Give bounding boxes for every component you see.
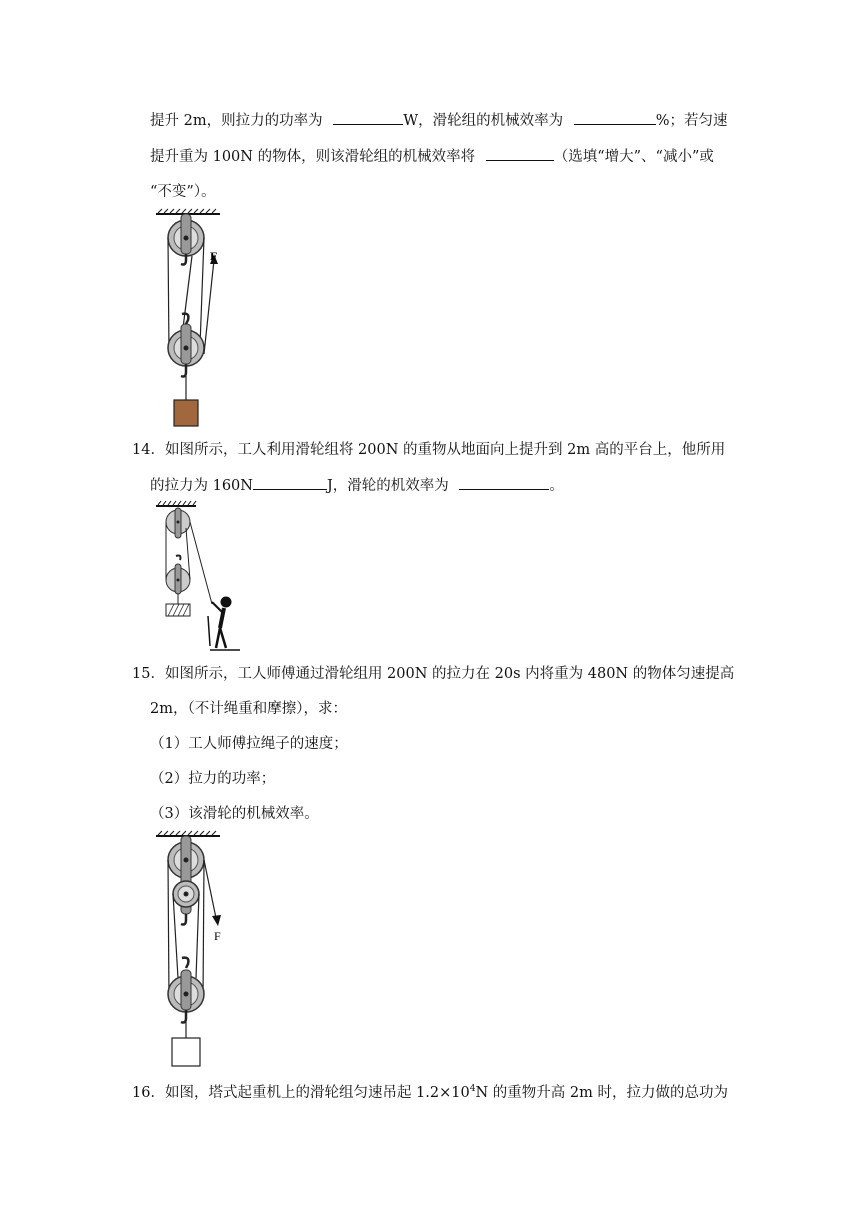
q13-blank-change[interactable] <box>486 146 554 161</box>
wooden-load <box>174 400 198 426</box>
ceiling-hatch <box>156 831 220 836</box>
q16-exponent: 4 <box>469 1084 476 1095</box>
fixed-pulley <box>168 214 204 265</box>
q15-line-2 <box>150 699 347 719</box>
q14-blank-work[interactable] <box>253 475 327 490</box>
q15-sub-3-text: （3）该滑轮的机械效率。 <box>150 806 319 822</box>
q13-line-1 <box>150 110 728 131</box>
q15-text-1: 15．如图所示，工人师傅通过滑轮组用 200N 的拉力在 20s 内将重为 480N 的物体匀速提高 <box>132 666 735 682</box>
q16-text-1b: N 的重物升高 2m 时，拉力做的总功为 <box>475 1085 728 1101</box>
q14-line-1 <box>132 440 725 460</box>
q13-blank-efficiency[interactable] <box>574 110 656 125</box>
q14-text-2c: 。 <box>549 478 564 494</box>
worker-figure <box>208 597 240 650</box>
q15-line-1 <box>132 664 734 684</box>
q15-pulley-figure <box>148 828 258 1070</box>
q13-text-1c: %；若匀速 <box>655 113 728 129</box>
ceiling-hatch <box>156 501 196 506</box>
q15-sub-1-text: （1）工人师傅拉绳子的速度； <box>150 736 348 752</box>
q13-text-2b: （选填“增大”、“减小”或 <box>553 149 714 165</box>
q14-worker-pulley-figure <box>150 498 250 658</box>
q13-text-1b: W，滑轮组的机械效率为 <box>403 113 564 129</box>
q13-pulley-figure <box>148 208 258 430</box>
q13-text-3: “不变”）。 <box>150 184 216 200</box>
q13-text-1a: 提升 2m，则拉力的功率为 <box>150 113 323 129</box>
ceiling-hatch <box>156 209 220 214</box>
q15-sub-3 <box>150 804 319 824</box>
q15-sub-2-text: （2）拉力的功率； <box>150 771 276 787</box>
q13-text-2a: 提升重为 100N 的物体，则该滑轮组的机械效率将 <box>150 149 476 165</box>
movable-pulley <box>168 314 204 400</box>
q14-blank-efficiency[interactable] <box>459 475 549 490</box>
fixed-pulley-small <box>173 881 199 925</box>
q13-line-3 <box>150 182 216 202</box>
q15-text-2: 2m，（不计绳重和摩擦），求： <box>150 701 347 717</box>
q13-blank-power[interactable] <box>333 110 403 125</box>
force-arrow <box>210 249 218 264</box>
movable-pulley <box>168 958 204 1038</box>
q13-line-2 <box>150 146 714 167</box>
q15-sub-2 <box>150 769 275 789</box>
q14-text-2b: J，滑轮的机效率为 <box>326 478 449 494</box>
q14-text-1: 14．如图所示，工人利用滑轮组将 200N 的重物从地面向上提升到 2m 高的平台上，他所用 <box>132 442 726 458</box>
force-label-q13: F <box>210 249 218 263</box>
q16-line-1 <box>132 1083 728 1103</box>
force-label-q15: F <box>214 929 221 943</box>
q14-text-2a: 的拉力为 160N <box>150 478 253 494</box>
force-arrow <box>212 915 221 943</box>
movable-pulley <box>166 556 190 605</box>
q14-line-2 <box>150 475 564 496</box>
load-box <box>172 1038 200 1066</box>
q16-text-1a: 16．如图，塔式起重机上的滑轮组匀速吊起 1.2×10 <box>132 1085 470 1101</box>
q15-sub-1 <box>150 734 348 754</box>
ropes <box>166 522 212 604</box>
